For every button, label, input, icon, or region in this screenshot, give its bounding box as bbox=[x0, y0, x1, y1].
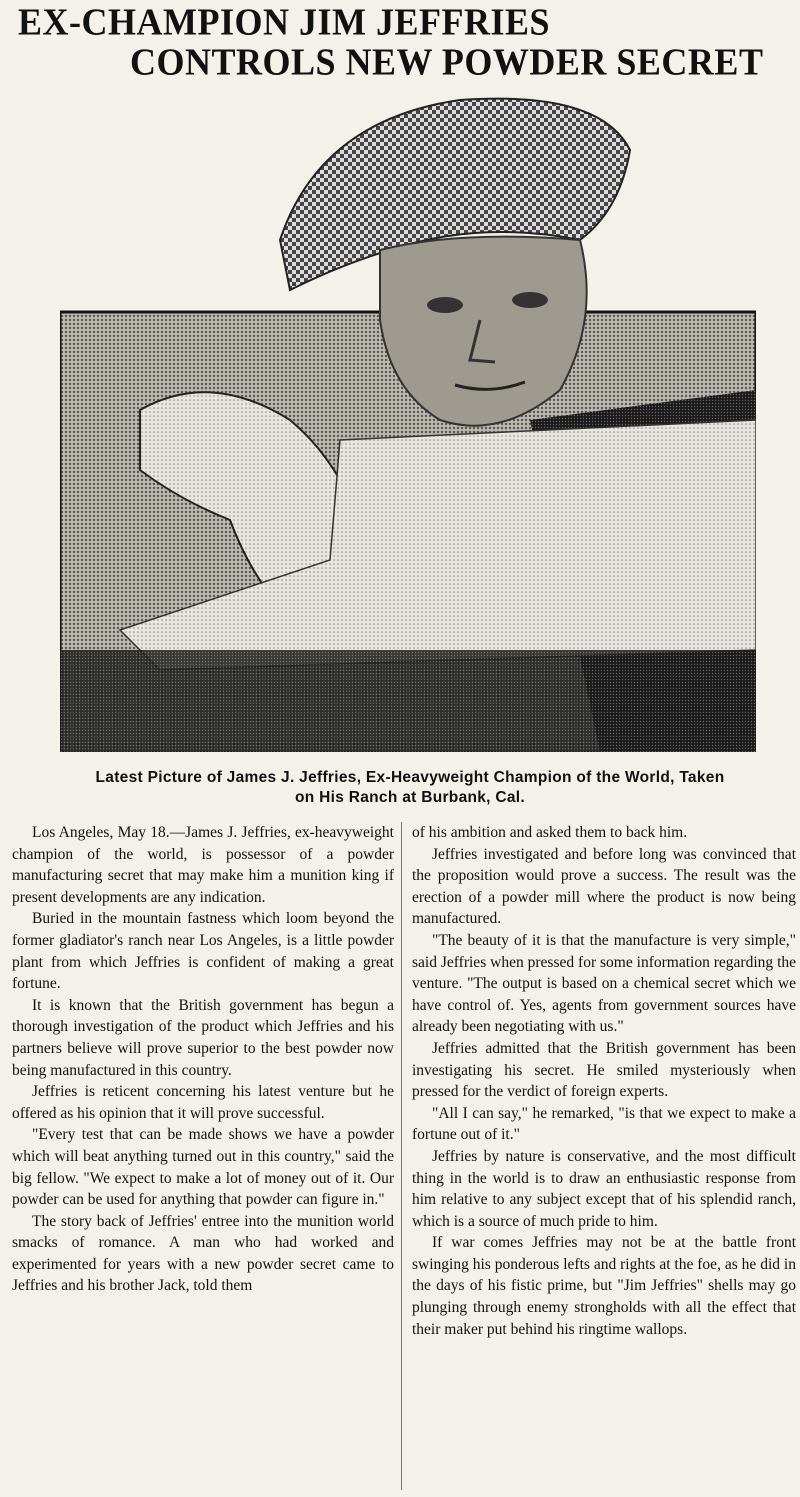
column-divider bbox=[401, 822, 402, 1490]
paragraph: "The beauty of it is that the manufacture is very simple," said Jeffries when pressed for some information regarding the venture. "The output is based on a chemical secret which we have control of. Yes, agents from government sources have already been negotiating with us." bbox=[412, 931, 796, 1036]
article-column-left bbox=[12, 822, 394, 1297]
portrait-photo bbox=[60, 90, 756, 752]
caption-line-2: on His Ranch at Burbank, Cal. bbox=[294, 789, 526, 806]
headline-line-1: EX-CHAMPION JIM JEFFRIES bbox=[18, 1, 550, 43]
paragraph: If war comes Jeffries may not be at the battle front swinging his ponderous lefts and rights at the foe, as he did in the days of his fistic prime, but "Jim Jeffries" shells may go plunging through enemy strongholds with all the effect that their maker put behind his ringtime wallops. bbox=[412, 1234, 796, 1338]
headline-line-2: CONTROLS NEW POWDER SECRET bbox=[130, 41, 764, 83]
headline bbox=[0, 0, 800, 84]
paragraph: Jeffries investigated and before long was convinced that the proposition would prove a success. The result was the erection of a powder mill where the product is now being manufactured. bbox=[412, 845, 796, 928]
paragraph: Jeffries by nature is conservative, and the most difficult thing in the world is to draw an enthusiastic response from him relative to any subject except that of his splendid ranch, which is a source of much pride to him. bbox=[412, 1147, 796, 1230]
paragraph: "Every test that can be made shows we have a powder which will beat anything turned out in this country," said the big fellow. "We expect to make a lot of money out of it. Our powder can be used for anything that powder can figure in." bbox=[12, 1126, 394, 1209]
paragraph: The story back of Jeffries' entree into the munition world smacks of romance. A man who had worked and experimented for years with a new powder secret came to Jeffries and his brother Jack, told them bbox=[12, 1212, 394, 1295]
paragraph: "All I can say," he remarked, "is that we expect to make a fortune out of it." bbox=[412, 1104, 796, 1144]
caption-line-1: Latest Picture of James J. Jeffries, Ex-Heavyweight Champion of the World, Taken bbox=[95, 769, 725, 786]
article-column-right bbox=[412, 822, 796, 1340]
paragraph: Jeffries admitted that the British government has been investigating his secret. He smiled mysteriously when pressed for the verdict of foreign experts. bbox=[412, 1039, 796, 1101]
paragraph-continued: of his ambition and asked them to back him. bbox=[412, 824, 688, 841]
paragraph: It is known that the British government has begun a thorough investigation of the product which Jeffries and his partners believe will prove superior to the best powder now being manufactured in this country. bbox=[12, 996, 394, 1079]
paragraph: Jeffries is reticent concerning his latest venture but he offered as his opinion that it will prove successful. bbox=[12, 1083, 394, 1122]
photo-image bbox=[60, 90, 756, 752]
paragraph: Los Angeles, May 18.—James J. Jeffries, ex-heavyweight champion of the world, is possessor of a powder manufacturing secret that may make him a munition king if present developments are any indication. bbox=[12, 824, 394, 906]
photo-caption bbox=[20, 768, 800, 808]
paragraph: Buried in the mountain fastness which loom beyond the former gladiator's ranch near Los Angeles, is a little powder plant from which Jeffries is confident of making a great fortune. bbox=[12, 910, 394, 993]
